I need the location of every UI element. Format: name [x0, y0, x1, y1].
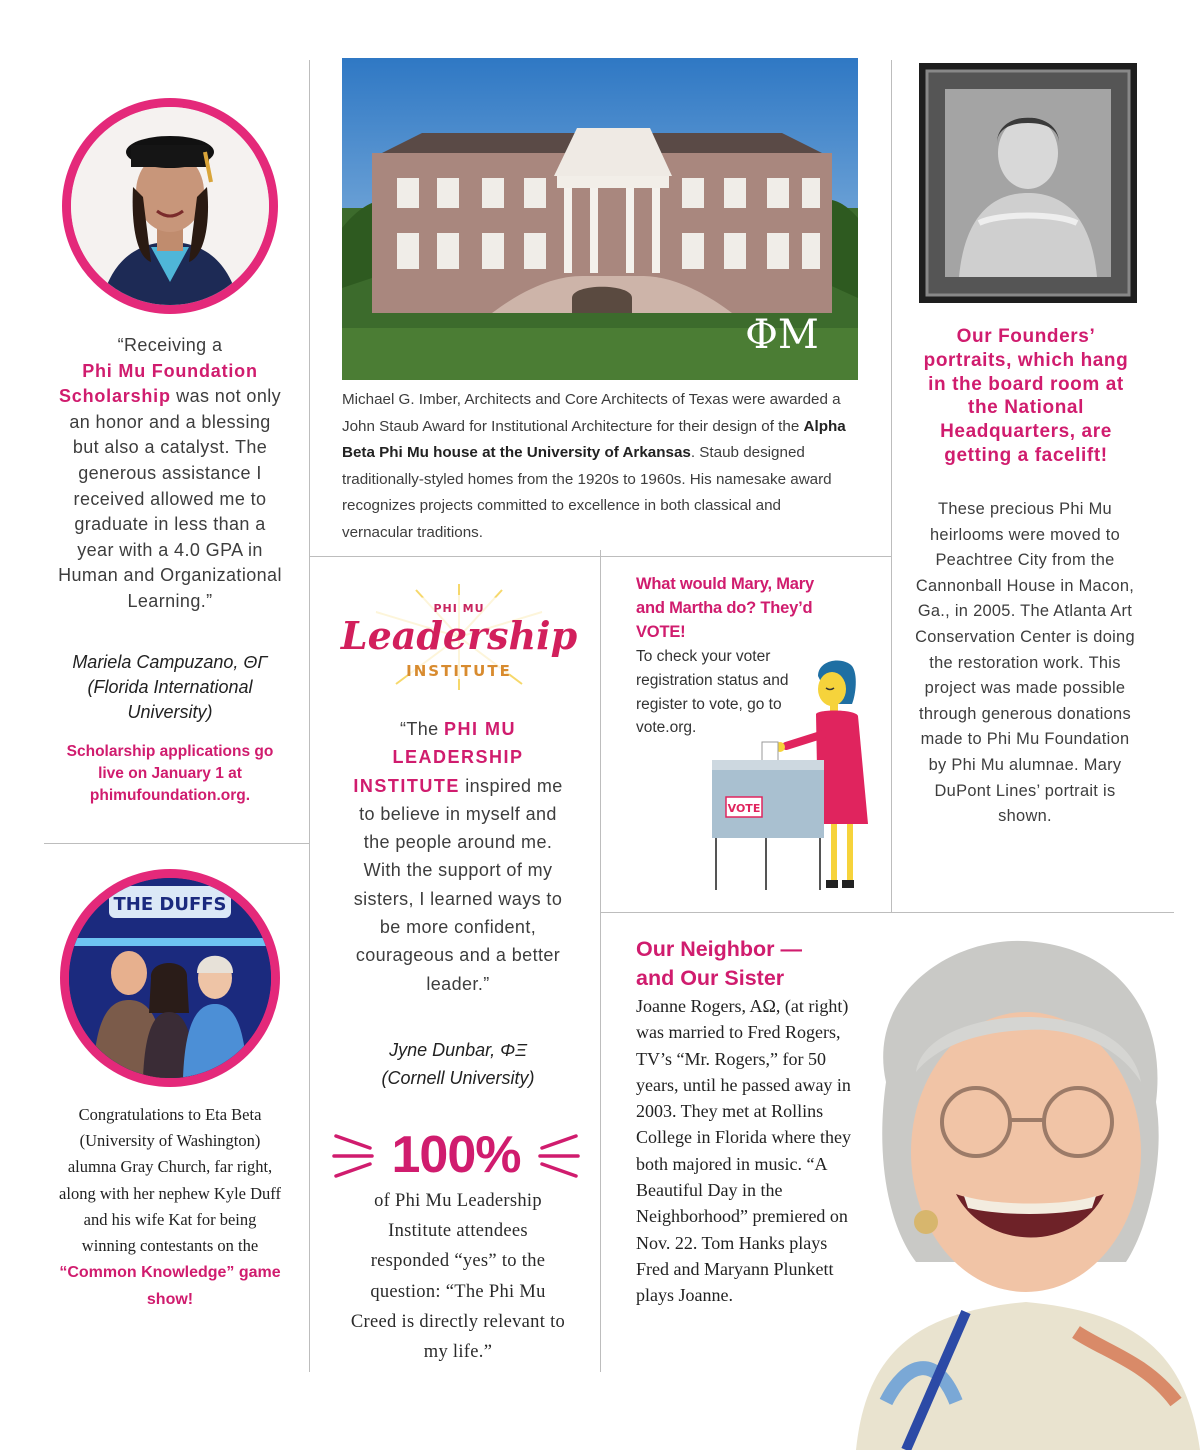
voter-illustration [706, 654, 876, 894]
neighbor-heading-line2: and Our Sister [636, 966, 785, 990]
logo-script-text: Leadership [340, 613, 578, 658]
leadership-institute-logo [336, 582, 582, 692]
logo-top-text: PHI MU [433, 602, 485, 615]
house-caption [342, 387, 852, 547]
scholarship-callout: Scholarship applications go live on January 1 at phimufoundation.org. [66, 743, 274, 804]
divider-horizontal-middle [309, 556, 891, 557]
quote-body: was not only an honor and a blessing but also a catalyst. The generous assistance I received allowed me to graduate in less than a year with a 4.0 GPA in Human and Organizational Learning.” [58, 386, 282, 611]
quote-open: “The [399, 719, 444, 739]
ballot-box-label: VOTE [727, 802, 761, 815]
joanne-rogers-photo [846, 932, 1200, 1450]
house-caption-bold: Alpha Beta Phi Mu house at the University of Arkansas [342, 417, 846, 462]
house-photo [342, 58, 858, 380]
attribution-school: (Cornell University) [381, 1068, 535, 1088]
house-greek-letters: ΦΜ [745, 312, 819, 358]
duffs-caption-text: Congratulations to Eta Beta (University of Washington) alumna Gray Church, far right, along with her nephew Kyle Duff and his wife Kat for being winning contestants on the [59, 1105, 281, 1256]
duffs-caption-highlight: “Common Knowledge” game show! [59, 1264, 281, 1309]
attribution-school: (Florida International University) [87, 677, 253, 722]
founder-portrait-frame [919, 63, 1137, 303]
duffs-caption [58, 1102, 282, 1314]
neighbor-heading-line1: Our Neighbor — [636, 937, 803, 961]
joanne-rogers-illustration [846, 932, 1200, 1450]
leadership-logo-graphic [336, 582, 582, 692]
leadership-name-highlight: PHI MU LEADERSHIP INSTITUTE [353, 719, 524, 796]
duffs-sign-text: THE DUFFS [113, 894, 227, 915]
divider-vertical-middle [600, 550, 601, 1372]
logo-bottom-text: INSTITUTE [406, 662, 512, 680]
divider-horizontal-bottom [600, 912, 1174, 913]
scholarship-quote [58, 333, 282, 615]
duffs-photo [60, 869, 280, 1087]
divider-vertical-left [309, 60, 310, 1372]
attribution-name: Mariela Campuzano, ΘΓ [72, 652, 268, 672]
house-caption-text-end: . Staub designed traditionally-styled homes from the 1920s to 1960s. His namesake award recognizes projects committed to excellence in both classical and vernacular traditions. [342, 444, 832, 541]
founders-heading: Our Founders’ portraits, which hang in the board room at the National Headquarters, are getting a facelift! [923, 326, 1129, 466]
divider-horizontal-left [44, 843, 309, 844]
attribution-name: Jyne Dunbar, ΦΞ [389, 1040, 527, 1060]
stat-text: of Phi Mu Leadership Institute attendees responded “yes” to the question: “The Phi Mu Creed is directly relevant to my life.” [350, 1191, 566, 1363]
founders-body: These precious Phi Mu heirlooms were moved to Peachtree City from the Cannonball House in Macon, Ga., in 2005. The Atlanta Art Conservation Center is doing the restoration work. This project was made possible through generous donations made to Phi Mu Foundation by Phi Mu alumnae. Mary DuPont Lines’ portrait is shown. [915, 500, 1135, 826]
neighbor-heading [636, 935, 856, 993]
vote-body: To check your voter registration status and register to vote, go to vote.org. [636, 648, 789, 737]
quote-body: inspired me to believe in myself and the people around me. With the support of my sisters, I learned ways to be more confident, courageous and a better leader.” [353, 775, 563, 994]
stat-graphic [330, 1128, 582, 1184]
house-photo-illustration [342, 58, 858, 380]
graduate-photo-illustration [71, 107, 269, 305]
divider-vertical-right [891, 60, 892, 912]
voter-ballot-box-drawing [706, 654, 876, 894]
founder-portrait [919, 63, 1137, 303]
scholarship-name-highlight: Phi Mu Foundation Scholarship [58, 360, 258, 407]
leadership-attribution [352, 1036, 564, 1092]
leadership-quote [352, 715, 564, 998]
graduate-portrait [62, 98, 278, 314]
scholarship-attribution [58, 650, 282, 725]
neighbor-body: Joanne Rogers, AΩ, (at right) was married to Fred Rogers, TV’s “Mr. Rogers,” for 50 years, until he passed away in 2003. They met at Rollins College in Florida where they both majored in music. “A Beautiful Day in the Neighborhood” premiered on Nov. 22. Tom Hanks plays Fred and Maryann Plunkett plays Joanne. [636, 996, 851, 1306]
quote-open: “Receiving a [117, 335, 223, 355]
house-caption-text: Michael G. Imber, Architects and Core Architects of Texas were awarded a John Staub Award for Institutional Architecture for their design of the [342, 391, 841, 435]
stat-value: 100% [391, 1126, 521, 1184]
vote-heading: What would Mary, Mary and Martha do? They’d VOTE! [636, 575, 814, 641]
duffs-photo-illustration [69, 878, 271, 1078]
